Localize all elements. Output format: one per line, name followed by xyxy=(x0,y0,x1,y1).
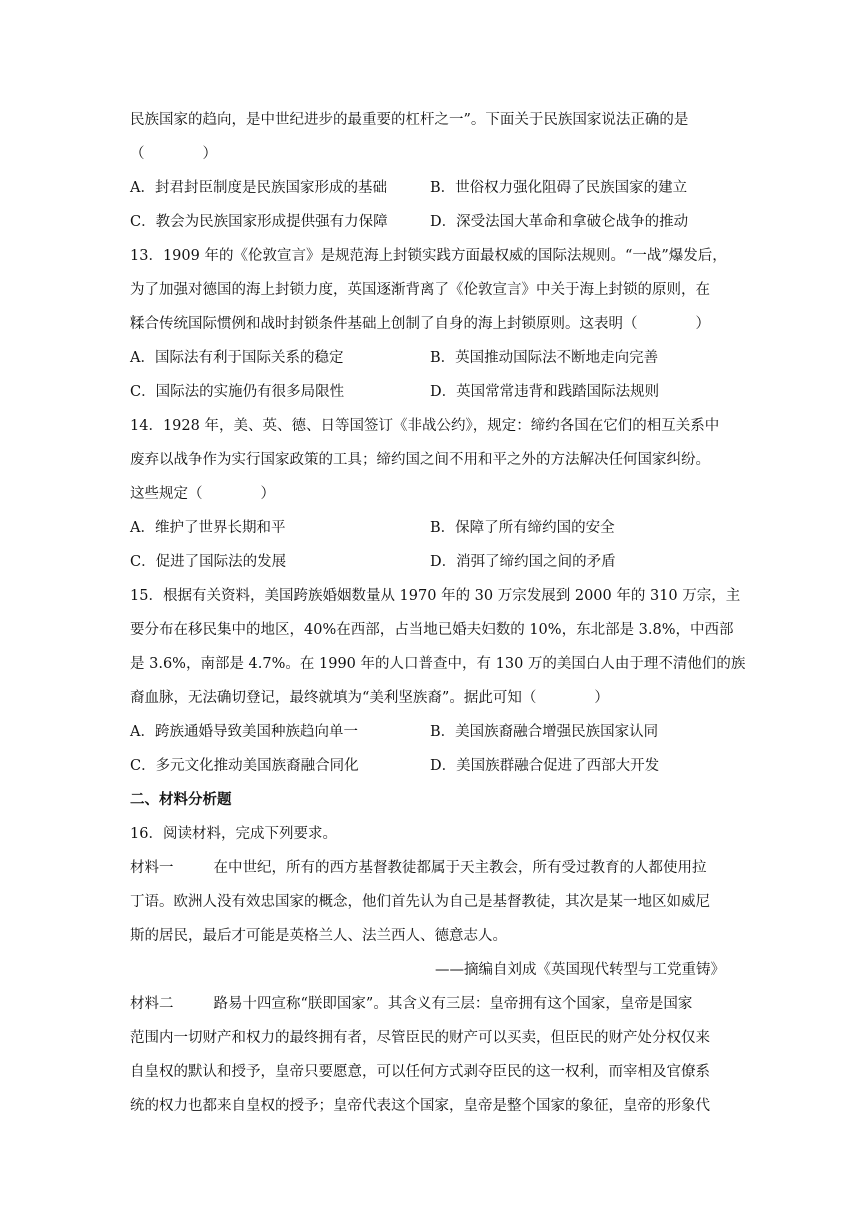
q15-option-c: C．多元文化推动美国族裔融合同化 xyxy=(130,758,359,774)
section-title: 二、材料分析题 xyxy=(130,791,232,808)
q12-option-b: B．世俗权力强化阻碍了民族国家的建立 xyxy=(430,180,688,196)
q15-stem-line: 裔血脉，无法确切登记，最终就填为“美利坚族裔”。据此可知（ ） xyxy=(130,690,609,706)
q12-option-a: A．封君封臣制度是民族国家形成的基础 xyxy=(130,180,387,196)
q12-option-d: D．深受法国大革命和拿破仑战争的推动 xyxy=(430,214,689,230)
q14-stem-line: 废弃以战争作为实行国家政策的工具；缔约国之间不用和平之外的方法解决任何国家纠纷。 xyxy=(130,452,710,468)
material-one-source: ——摘编自刘成《英国现代转型与工党重铸》 xyxy=(435,962,725,978)
q16-intro: 16．阅读材料，完成下列要求。 xyxy=(130,826,337,842)
q14-stem-line: 这些规定（ ） xyxy=(130,486,275,502)
q13-stem-line: 为了加强对德国的海上封锁力度，英国逐渐背离了《伦敦宣言》中关于海上封锁的原则，在 xyxy=(130,282,710,298)
q15-option-a: A．跨族通婚导致美国种族趋向单一 xyxy=(130,724,358,740)
q15-stem-line: 是 3.6%，南部是 4.7%。在 1990 年的人口普查中，有 130 万的美国白人由于理不清他们的族 xyxy=(130,656,746,672)
material-one-line xyxy=(130,858,707,878)
q13-option-b: B．英国推动国际法不断地走向完善 xyxy=(430,350,659,366)
q15-stem-line: 要分布在移民集中的地区，40%在西部，占当地已婚夫妇数的 10%，东北部是 3.8%，中西部 xyxy=(130,622,734,638)
q13-option-d: D．英国常常违背和践踏国际法规则 xyxy=(430,384,660,400)
q14-option-a: A．维护了世界长期和平 xyxy=(130,520,286,536)
q14-option-c: C．促进了国际法的发展 xyxy=(130,554,287,570)
q14-stem-line: 14．1928 年，美、英、德、日等国签订《非战公约》，规定：缔约各国在它们的相互关系中 xyxy=(130,418,720,434)
q13-stem-line: 糅合传统国际惯例和战时封锁条件基础上创制了自身的海上封锁原则。这表明（ ） xyxy=(130,316,710,332)
material-two-line: 范围内一切财产和权力的最终拥有者，尽管臣民的财产可以买卖，但臣民的财产处分权仅来 xyxy=(130,1030,710,1046)
material-one-text: 在中世纪，所有的西方基督教徒都属于天主教会，所有受过教育的人都使用拉 xyxy=(213,860,707,876)
q13-option-c: C．国际法的实施仍有很多局限性 xyxy=(130,384,345,400)
material-one-line: 丁语。欧洲人没有效忠国家的概念，他们首先认为自己是基督教徒，其次是某一地区如威尼 xyxy=(130,894,710,910)
q12-stem-line: （ ） xyxy=(130,146,217,162)
q15-option-b: B．美国族裔融合增强民族国家认同 xyxy=(430,724,659,740)
material-two-line: 统的权力也都来自皇权的授予；皇帝代表这个国家，皇帝是整个国家的象征，皇帝的形象代 xyxy=(130,1098,710,1114)
material-two-label: 材料二 xyxy=(130,996,174,1012)
q15-option-d: D．美国族群融合促进了西部大开发 xyxy=(430,758,660,774)
material-two-text: 路易十四宣称“朕即国家”。其含义有三层：皇帝拥有这个国家，皇帝是国家 xyxy=(213,996,693,1012)
q12-stem-line: 民族国家的趋向，是中世纪进步的最重要的杠杆之一”。下面关于民族国家说法正确的是 xyxy=(130,112,689,128)
material-two-line xyxy=(130,994,692,1014)
q13-stem-line: 13．1909 年的《伦敦宣言》是规范海上封锁实践方面最权威的国际法规则。“一战”爆发后， xyxy=(130,248,727,264)
q15-stem-line: 15．根据有关资料，美国跨族婚姻数量从 1970 年的 30 万宗发展到 2000 年的 310 万宗，主 xyxy=(130,588,741,604)
q14-option-d: D．消弭了缔约国之间的矛盾 xyxy=(430,554,616,570)
material-one-label: 材料一 xyxy=(130,860,174,876)
q13-option-a: A．国际法有利于国际关系的稳定 xyxy=(130,350,344,366)
material-two-line: 自皇权的默认和授予，皇帝只要愿意，可以任何方式剥夺臣民的这一权利，而宰相及官僚系 xyxy=(130,1064,710,1080)
q12-option-c: C．教会为民族国家形成提供强有力保障 xyxy=(130,214,388,230)
q14-option-b: B．保障了所有缔约国的安全 xyxy=(430,520,615,536)
material-one-line: 斯的居民，最后才可能是英格兰人、法兰西人、德意志人。 xyxy=(130,928,507,944)
